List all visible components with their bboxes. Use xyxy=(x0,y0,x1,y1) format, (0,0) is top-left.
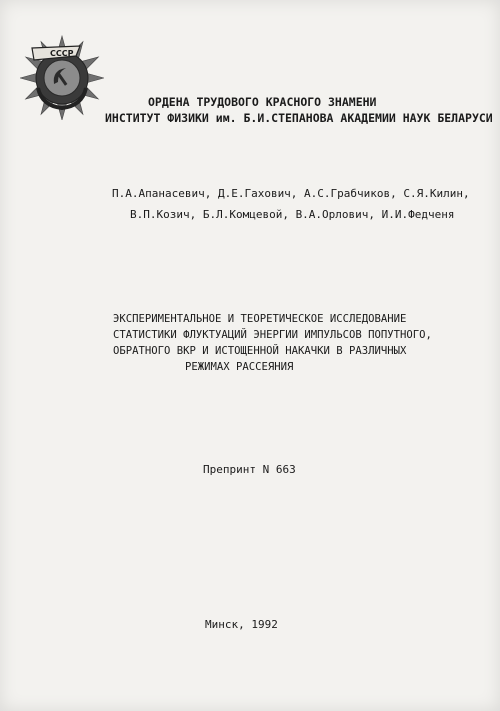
authors-line-1: П.А.Апанасевич, Д.Е.Гахович, А.С.Грабчиков, С.Я.Килин, xyxy=(112,187,470,200)
authors-line-2: В.П.Козич, Б.Л.Комцевой, В.А.Орлович, И.И.Федченя xyxy=(130,208,455,221)
place-and-year: Минск, 1992 xyxy=(205,618,278,631)
preprint-number: Препринт N 663 xyxy=(203,463,296,476)
order-emblem-icon xyxy=(20,34,104,120)
title-line-1: ЭКСПЕРИМЕНТАЛЬНОЕ И ТЕОРЕТИЧЕСКОЕ ИССЛЕДОВАНИЕ xyxy=(113,313,407,325)
title-line-4: РЕЖИМАХ РАССЕЯНИЯ xyxy=(185,361,294,373)
title-line-3: ОБРАТНОГО ВКР И ИСТОЩЕННОЙ НАКАЧКИ В РАЗЛИЧНЫХ xyxy=(113,345,407,357)
institution-line-2: ИНСТИТУТ ФИЗИКИ им. Б.И.СТЕПАНОВА АКАДЕМИИ НАУК БЕЛАРУСИ xyxy=(105,111,493,125)
emblem-text: СССР xyxy=(50,49,74,58)
institution-line-1: ОРДЕНА ТРУДОВОГО КРАСНОГО ЗНАМЕНИ xyxy=(148,95,377,109)
title-line-2: СТАТИСТИКИ ФЛУКТУАЦИЙ ЭНЕРГИИ ИМПУЛЬСОВ ПОПУТНОГО, xyxy=(113,329,432,341)
